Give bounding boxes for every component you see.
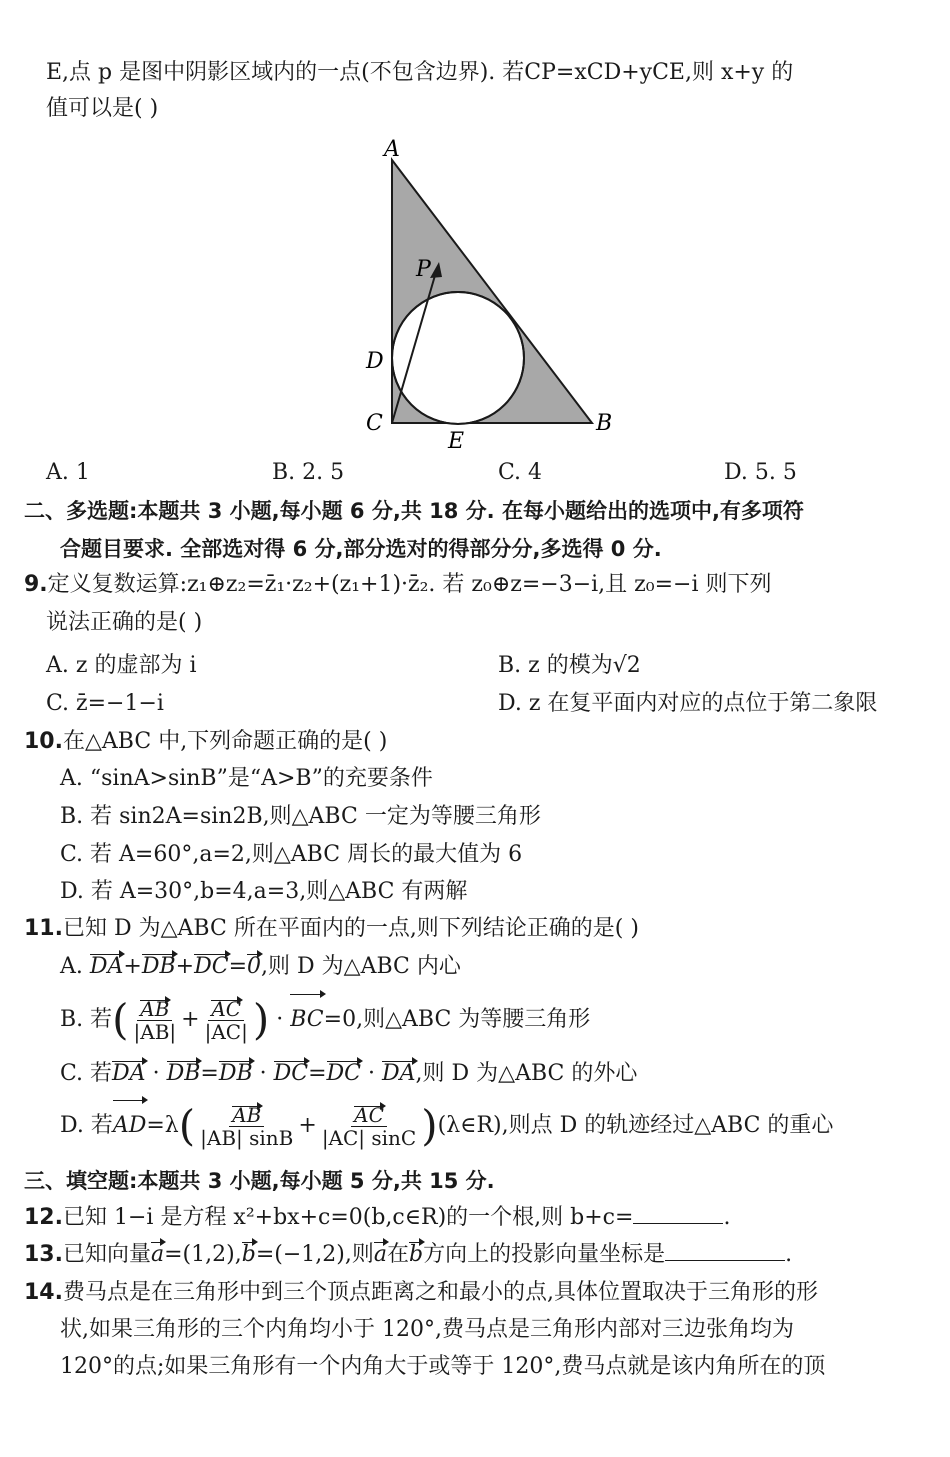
label-c: C (366, 411, 383, 436)
q9-number: 9. (24, 572, 48, 597)
q11-option-c: C. 若DA · DB=DB · DC=DC · DA,则 D 为△ABC 的外心 (60, 1059, 637, 1089)
q14-stem-line2: 状,如果三角形的三个内角均小于 120°,费马点是三角形内部对三边张角均为 (60, 1317, 794, 1342)
q9-stem-line1 (24, 570, 771, 600)
q8-triangle-figure (350, 130, 630, 460)
q8-option-d: D. 5. 5 (724, 460, 797, 485)
vec-bc: BC (290, 992, 323, 1048)
q12-answer-blank[interactable] (633, 1205, 723, 1224)
q12-stem: 12.已知 1−i 是方程 x²+bx+c=0(b,c∈R)的一个根,则 b+c= . (24, 1205, 731, 1230)
q10-option-c: C. 若 A=60°,a=2,则△ABC 周长的最大值为 6 (60, 842, 523, 867)
q9-option-c: C. z̄=−1−i (46, 691, 164, 716)
q11-option-d: D. 若AD=λ( $\frac{AB}{|AB| \sin B}$ + $\frac{AC}{|AC| \sin C}$ )(λ∈R),则点 D 的轨迹经过△ABC 的重心 (60, 1098, 833, 1154)
q9-option-d: D. z 在复平面内对应的点位于第二象限 (498, 691, 878, 716)
frac-ac-over-norm: $\frac{AC}{|AC|}$ (204, 996, 248, 1044)
vec-a: a (151, 1240, 164, 1270)
q8-stem-line1: E,点 p 是图中阴影区域内的一点(不包含边界). 若CP=xCD+yCE,则 x+y 的 (46, 60, 794, 85)
label-b: B (596, 411, 613, 436)
q14-stem-line1: 14.费马点是在三角形中到三个顶点距离之和最小的点,具体位置取决于三角形的形 (24, 1280, 818, 1305)
label-a: A (384, 137, 400, 162)
q10-stem-text: 在△ABC 中,下列命题正确的是( ) (62, 729, 388, 754)
q13-number: 13. (24, 1242, 63, 1267)
vec-zero: 0 (247, 952, 261, 982)
section2-header-line1: 二、多选题:本题共 3 小题,每小题 6 分,共 18 分. 在每小题给出的选项中,有多项符 (24, 499, 804, 523)
frac-ac-sinc: $\frac{AC}{|AC| \sin C}$ (321, 1102, 417, 1150)
q11-option-b: B. 若( $\frac{AB}{|AB|}$ + $\frac{AC}{|AC|}$ ) · BC=0,则△ABC 为等腰三角形 (60, 992, 590, 1048)
q9-stem-text: 定义复数运算:z₁⊕z₂=z̄₁·z₂+(z₁+1)·z̄₂. 若 z₀⊕z=−3−i,且 z₀=−i 则下列 (47, 572, 772, 597)
section2-header-line2: 合题目要求. 全部选对得 6 分,部分选对的得部分分,多选得 0 分. (60, 537, 662, 561)
vec-a-2: a (374, 1240, 387, 1270)
label-e: E (448, 429, 465, 454)
q11-option-a: A. DA+DB+DC=0,则 D 为△ABC 内心 (60, 952, 461, 982)
q8-option-c: C. 4 (498, 460, 543, 485)
q8-option-a: A. 1 (46, 460, 90, 485)
q13-stem: 13.已知向量a=(1,2),b=(−1,2),则a在b方向上的投影向量坐标是 . (24, 1240, 792, 1270)
q12-number: 12. (24, 1205, 63, 1230)
frac-ab-over-norm: $\frac{AB}{|AB|}$ (133, 996, 177, 1044)
q10-option-b: B. 若 sin2A=sin2B,则△ABC 一定为等腰三角形 (60, 804, 541, 829)
vec-b: b (242, 1240, 256, 1270)
q9-stem-line2: 说法正确的是( ) (46, 610, 203, 635)
vec-da: DA (90, 952, 124, 982)
vec-ad: AD (113, 1098, 147, 1154)
q10-option-d: D. 若 A=30°,b=4,a=3,则△ABC 有两解 (60, 879, 468, 904)
section3-header: 三、填空题:本题共 3 小题,每小题 5 分,共 15 分. (24, 1169, 495, 1193)
q12-stem-text: 已知 1−i 是方程 x²+bx+c=0(b,c∈R)的一个根,则 b+c= (62, 1205, 634, 1230)
q9-option-a: A. z 的虚部为 i (46, 653, 197, 678)
frac-ab-sinb: $\frac{AB}{|AB| \sin B}$ (200, 1102, 294, 1150)
q11-stem-text: 已知 D 为△ABC 所在平面内的一点,则下列结论正确的是( ) (62, 916, 639, 941)
q10-stem (24, 727, 387, 757)
q10-option-a: A. “sinA>sinB”是“A>B”的充要条件 (60, 766, 433, 791)
vec-db: DB (142, 952, 176, 982)
q14-stem-line3: 120°的点;如果三角形有一个内角大于或等于 120°,费马点就是该内角所在的顶 (60, 1354, 826, 1379)
q8-stem-line2: 值可以是( ) (46, 96, 159, 121)
q10-number: 10. (24, 729, 63, 754)
vec-b-2: b (409, 1240, 423, 1270)
q9-option-b: B. z 的模为√2 (498, 653, 641, 678)
label-d: D (366, 349, 384, 374)
q14-number: 14. (24, 1280, 63, 1305)
q8-option-b: B. 2. 5 (272, 460, 345, 485)
vec-dc: DC (194, 952, 228, 982)
q11-number: 11. (24, 916, 63, 941)
q11-stem (24, 914, 639, 944)
q13-answer-blank[interactable] (665, 1242, 785, 1261)
label-p: P (416, 257, 431, 282)
